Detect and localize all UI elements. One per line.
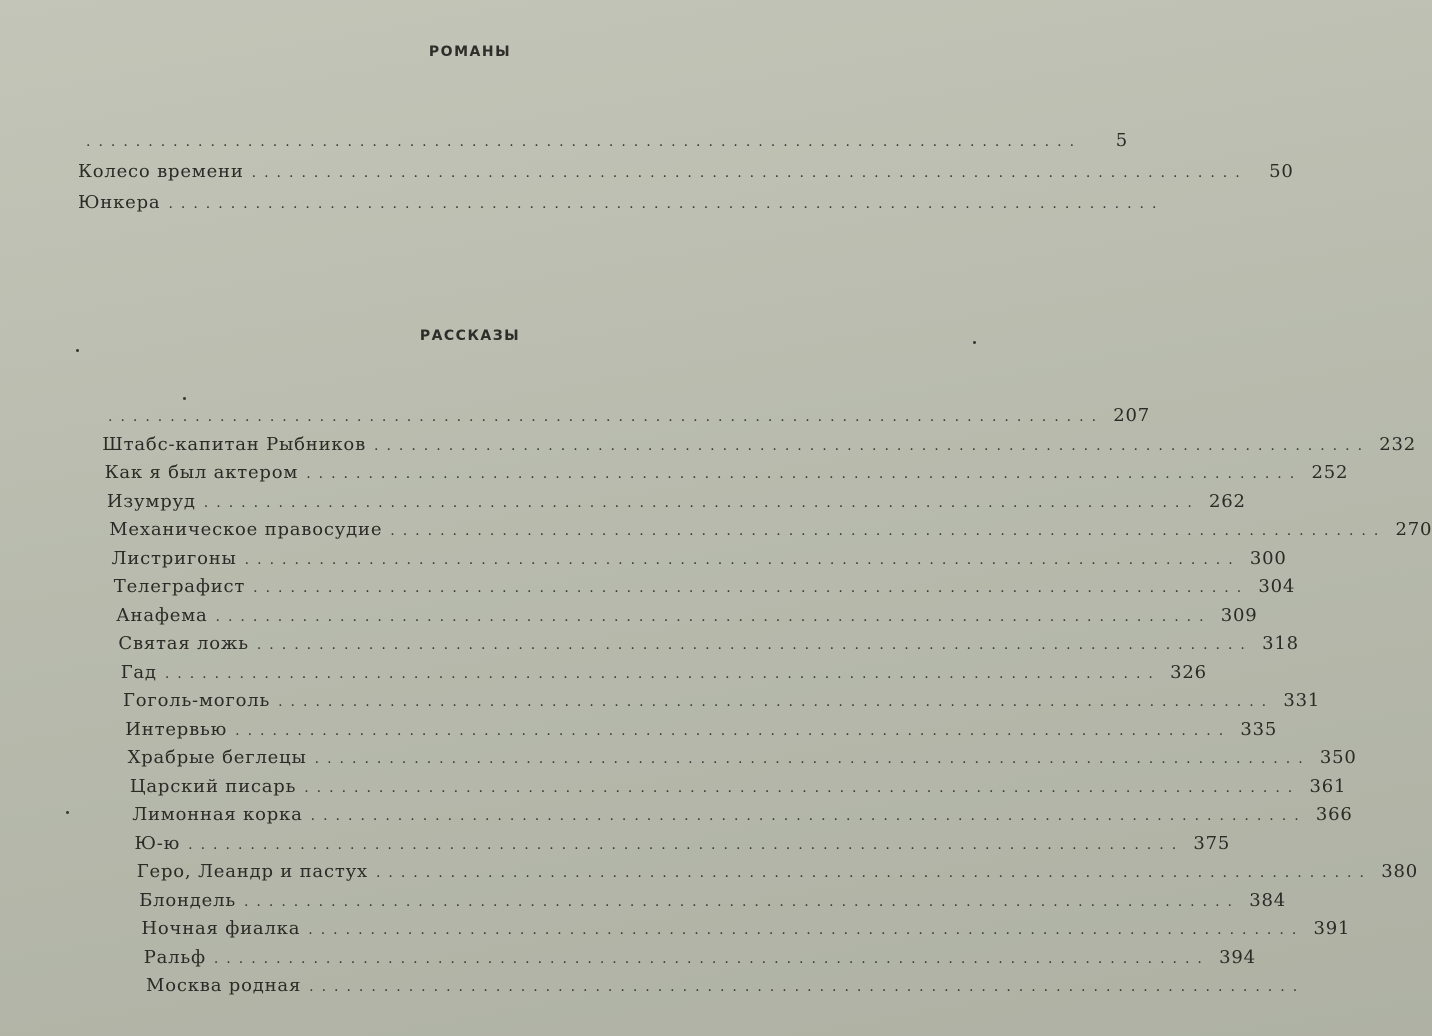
toc-entry-title: Ральф xyxy=(143,946,206,968)
dot-leader: ................................................................................ xyxy=(108,409,1105,425)
toc-entry xyxy=(104,462,1349,491)
toc-entry-page: 366 xyxy=(1315,804,1353,825)
toc-entry-title: Колесо времени xyxy=(78,161,244,182)
toc-entry xyxy=(100,405,1151,434)
paper-speck xyxy=(973,341,976,344)
toc-entry-title: Храбрые беглецы xyxy=(127,747,307,768)
toc-entry xyxy=(129,775,1347,805)
dot-leader: ................................................................................ xyxy=(374,437,1371,454)
toc-entry xyxy=(118,633,1299,662)
toc-entry xyxy=(78,130,1129,161)
toc-entry xyxy=(111,547,1287,577)
dot-leader: ................................................................................ xyxy=(309,979,1306,995)
paper-speck xyxy=(76,349,79,352)
toc-entry xyxy=(132,804,1353,833)
toc-entry-page: 326 xyxy=(1170,661,1207,683)
dot-leader: ................................................................................ xyxy=(375,865,1372,881)
toc-entry-title: Гоголь-моголь xyxy=(123,690,271,711)
dot-leader: ................................................................................ xyxy=(164,665,1161,682)
dot-leader: ................................................................................ xyxy=(390,523,1387,539)
dot-leader: ................................................................................ xyxy=(278,694,1275,710)
toc-entry xyxy=(134,832,1231,862)
dot-leader: ................................................................................ xyxy=(310,808,1307,824)
toc-entry xyxy=(125,718,1278,748)
toc-entry-page: 262 xyxy=(1209,490,1246,512)
toc-entry-title: Механическое правосудие xyxy=(109,519,383,540)
toc-entry xyxy=(78,192,1165,223)
toc-entry-page: 232 xyxy=(1379,433,1417,455)
dot-leader: ................................................................................ xyxy=(256,637,1253,653)
dot-leader: ................................................................................ xyxy=(213,950,1210,967)
toc-entry-page: 384 xyxy=(1249,889,1286,911)
toc-entry-page: 300 xyxy=(1249,547,1287,569)
toc-entry-page: 391 xyxy=(1313,918,1351,939)
toc-entry xyxy=(120,661,1207,691)
dot-leader: ................................................................................ xyxy=(306,466,1303,482)
toc-entry-title: Анафема xyxy=(116,604,208,626)
paper-speck xyxy=(66,811,69,814)
toc-entry-title: Блондель xyxy=(139,889,236,911)
toc-entry xyxy=(146,975,1306,1004)
dot-leader: ................................................................................ xyxy=(215,608,1212,625)
dot-leader: ................................................................................ xyxy=(251,165,1248,181)
toc-entry xyxy=(139,889,1286,919)
toc-entry-page: 50 xyxy=(1269,161,1294,182)
toc-entry xyxy=(78,161,1294,192)
toc-entry-page: 375 xyxy=(1193,832,1231,854)
toc-entry-title: Геро, Леандр и пастух xyxy=(136,861,368,882)
dot-leader: ................................................................................ xyxy=(188,836,1185,853)
dot-leader: ................................................................................ xyxy=(243,893,1240,910)
toc-entry-title: Царский писарь xyxy=(129,775,297,797)
dot-leader: ................................................................................ xyxy=(244,551,1241,568)
toc-entry-page: 350 xyxy=(1319,747,1357,768)
dot-leader: ................................................................................ xyxy=(253,580,1250,596)
toc-entry xyxy=(106,490,1246,520)
toc-entry xyxy=(141,918,1351,947)
toc-entry xyxy=(143,946,1256,976)
dot-leader: ................................................................................ xyxy=(168,196,1165,212)
toc-entry-title: Интервью xyxy=(125,718,228,740)
toc-entry-page: 394 xyxy=(1219,946,1256,968)
toc-entry-page: 380 xyxy=(1381,861,1418,882)
toc-entry xyxy=(102,433,1417,463)
toc-entry-page: 309 xyxy=(1220,604,1258,626)
toc-entry-page: 252 xyxy=(1311,462,1349,483)
toc-entry-title: Изумруд xyxy=(106,490,196,512)
toc-entry-page: 5 xyxy=(1115,130,1129,151)
toc-entry-title: Листригоны xyxy=(111,547,237,569)
toc-entry-title: Москва родная xyxy=(146,975,302,996)
toc-entry-title: Лимонная корка xyxy=(132,804,303,825)
page-heading-novels: РОМАНЫ xyxy=(428,44,512,60)
dot-leader: ................................................................................ xyxy=(86,134,1083,150)
toc-entry xyxy=(123,690,1321,719)
stories-toc-list xyxy=(0,405,1432,1004)
toc-entry-title: Святая ложь xyxy=(118,633,249,654)
toc-entry-title: Телеграфист xyxy=(113,576,246,597)
toc-entry-page: 304 xyxy=(1258,576,1296,597)
dot-leader: ................................................................................ xyxy=(235,722,1232,739)
toc-entry-page: 335 xyxy=(1240,718,1278,740)
dot-leader: ................................................................................ xyxy=(314,751,1311,767)
toc-entry-title: Ночная фиалка xyxy=(141,918,301,939)
novels-toc-list xyxy=(78,130,1294,223)
toc-entry-page: 207 xyxy=(1113,405,1151,426)
toc-entry-title: Штабс-капитан Рыбников xyxy=(102,433,366,455)
toc-entry xyxy=(113,576,1296,605)
toc-entry-title: Ю-ю xyxy=(134,832,181,854)
dot-leader: ................................................................................ xyxy=(304,779,1301,796)
toc-entry-title: Как я был актером xyxy=(104,462,299,483)
toc-entry-page: 331 xyxy=(1283,690,1321,711)
toc-entry xyxy=(116,604,1258,634)
paper-speck xyxy=(183,397,186,400)
toc-entry-page: 318 xyxy=(1262,633,1299,654)
dot-leader: ................................................................................ xyxy=(308,922,1305,938)
toc-entry xyxy=(109,519,1432,548)
toc-entry-title: Гад xyxy=(120,661,157,683)
toc-entry xyxy=(136,861,1418,890)
toc-entry xyxy=(127,747,1357,776)
toc-entry-page: 361 xyxy=(1309,775,1347,797)
toc-entry-title: Юнкера xyxy=(78,192,161,213)
toc-entry-page: 270 xyxy=(1395,519,1432,540)
dot-leader: ................................................................................ xyxy=(203,494,1200,511)
page-heading-stories: РАССКАЗЫ xyxy=(419,328,521,344)
